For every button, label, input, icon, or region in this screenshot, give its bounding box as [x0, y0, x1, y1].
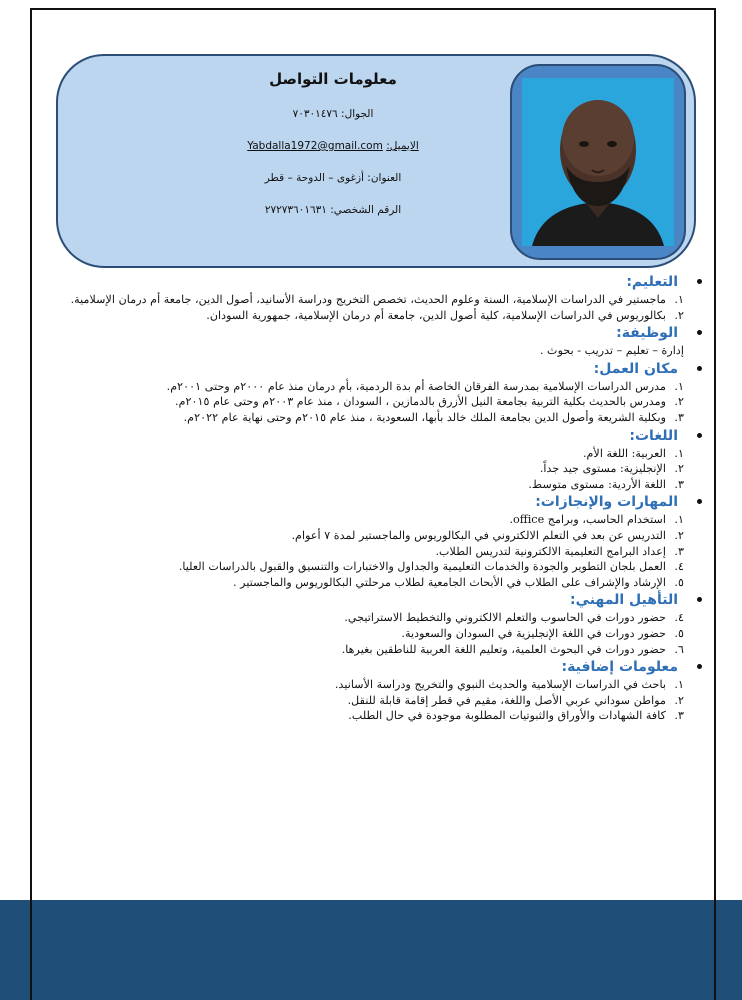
list-item: ١. باحث في الدراسات الإسلامية والحديث النبوي والتخريج ودراسة الأسانيد. [334, 678, 684, 692]
section-heading: التأهيل المهني: [44, 590, 684, 610]
bullet-icon [697, 330, 702, 335]
list-item: ٣. إعداد البرامج التعليمية الالكترونية لتدريس الطلاب. [435, 544, 684, 558]
list-item: ٢. بكالوريوس في الدراسات الإسلامية، كلية أصول الدين، جامعة أم درمان الإسلامية، جمهورية السودان. [206, 308, 684, 322]
bullet-icon [697, 433, 702, 438]
workplace-section [44, 359, 684, 426]
list-item: ٢. ومدرس بالحديث بكلية التربية بجامعة النيل الأزرق بالدمازين ، السودان ، منذ عام ٢٠٠٣م وحتى عام ٢٠١٥م. [175, 395, 684, 409]
profile-photo [522, 78, 674, 246]
bullet-icon [697, 279, 702, 284]
section-heading: مكان العمل: [44, 359, 684, 379]
list-item: ١. العربية: اللغة الأم. [582, 446, 684, 460]
cv-page [30, 8, 716, 1000]
contact-title: معلومات التواصل [269, 70, 397, 88]
section-heading: الوظيفة: [44, 323, 684, 343]
bullet-icon [697, 366, 702, 371]
contact-phone: الجوال: ٧٠٣٠١٤٧٦ [292, 108, 374, 120]
list-item: ٥. حضور دورات في اللغة الإنجليزية في السودان والسعودية. [401, 626, 684, 640]
contact-address: العنوان: أزغوى – الدوحة – قطر [264, 172, 402, 184]
bullet-icon [697, 499, 702, 504]
contact-id-number: الرقم الشخصي: ٢٧٢٧٣٦٠١٦٣١ [264, 204, 402, 216]
list-item: ١. مدرس الدراسات الإسلامية بمدرسة الفرقان الخاصة أم بدة الردمية، بأم درمان منذ عام ٢٠٠٠م وحتى ٢٠٠١م. [166, 379, 684, 393]
list-item: ٣. اللغة الأردية: مستوى متوسط. [528, 477, 684, 491]
contact-card [56, 54, 696, 268]
extra-info-section [44, 657, 684, 724]
section-heading: التعليم: [44, 272, 684, 292]
page-border-bottom [30, 900, 716, 1000]
list-item: ٤. العمل بلجان التطوير والجودة والخدمات التعليمية والجداول والاختبارات والتنسيق والقبول بالدراسات العليا. [178, 560, 684, 574]
list-item: ٦. حضور دورات في البحوث العلمية، وتعليم اللغة العربية للناطقين بغيرها. [341, 642, 684, 656]
email-label: الايميل: [386, 140, 419, 152]
list-item: ٤. حضور دورات في الحاسوب والتعلم الالكتروني والتخطيط الاستراتيجي. [344, 611, 684, 625]
bullet-icon [697, 664, 702, 669]
list-item: ٥. الإرشاد والإشراف على الطلاب في الأبحاث الجامعية لطلاب مرحلتي البكالوريوس والماجستير . [233, 575, 684, 589]
contact-info [168, 70, 498, 236]
section-heading: معلومات إضافية: [44, 657, 684, 677]
list-item: ١. استخدام الحاسب، وبرامج office. [509, 513, 684, 527]
qualification-section [44, 590, 684, 657]
list-item: ٢. مواطن سوداني عربي الأصل واللغة، مقيم في قطر إقامة قابلة للنقل. [347, 693, 684, 707]
section-heading: اللغات: [44, 426, 684, 446]
education-section [44, 272, 684, 323]
bullet-icon [697, 597, 702, 602]
list-item: ٢. التدريس عن بعد في التعلم الالكتروني في البكالوريوس والماجستير لمدة ٧ أعوام. [291, 528, 684, 542]
contact-email-line [168, 140, 498, 152]
list-item: ٢. الإنجليزية: مستوى جيد جداً. [539, 462, 684, 476]
cv-content [44, 272, 684, 724]
email-link[interactable]: Yabdalla1972@gmail.com [247, 140, 383, 152]
job-section [44, 323, 684, 359]
skills-section [44, 492, 684, 590]
profile-photo-frame [510, 64, 686, 260]
list-item: ٣. وبكلية الشريعة وأصول الدين بجامعة الملك خالد بأبها، السعودية ، منذ عام ٢٠١٥م وحتى نهاية عام ٢٠٢٢م. [183, 410, 684, 424]
job-text: إدارة – تعليم – تدريب - بحوث . [539, 344, 684, 358]
languages-section [44, 426, 684, 493]
section-heading: المهارات والإنجازات: [44, 492, 684, 512]
list-item: ١. ماجستير في الدراسات الإسلامية، السنة وعلوم الحديث، تخصص التخريج ودراسة الأسانيد، أصول الدين، جامعة أم درمان الإسلامية. [70, 293, 684, 306]
list-item: ٣. كافة الشهادات والأوراق والثبوتيات المطلوبة موجودة في حال الطلب. [348, 709, 684, 723]
